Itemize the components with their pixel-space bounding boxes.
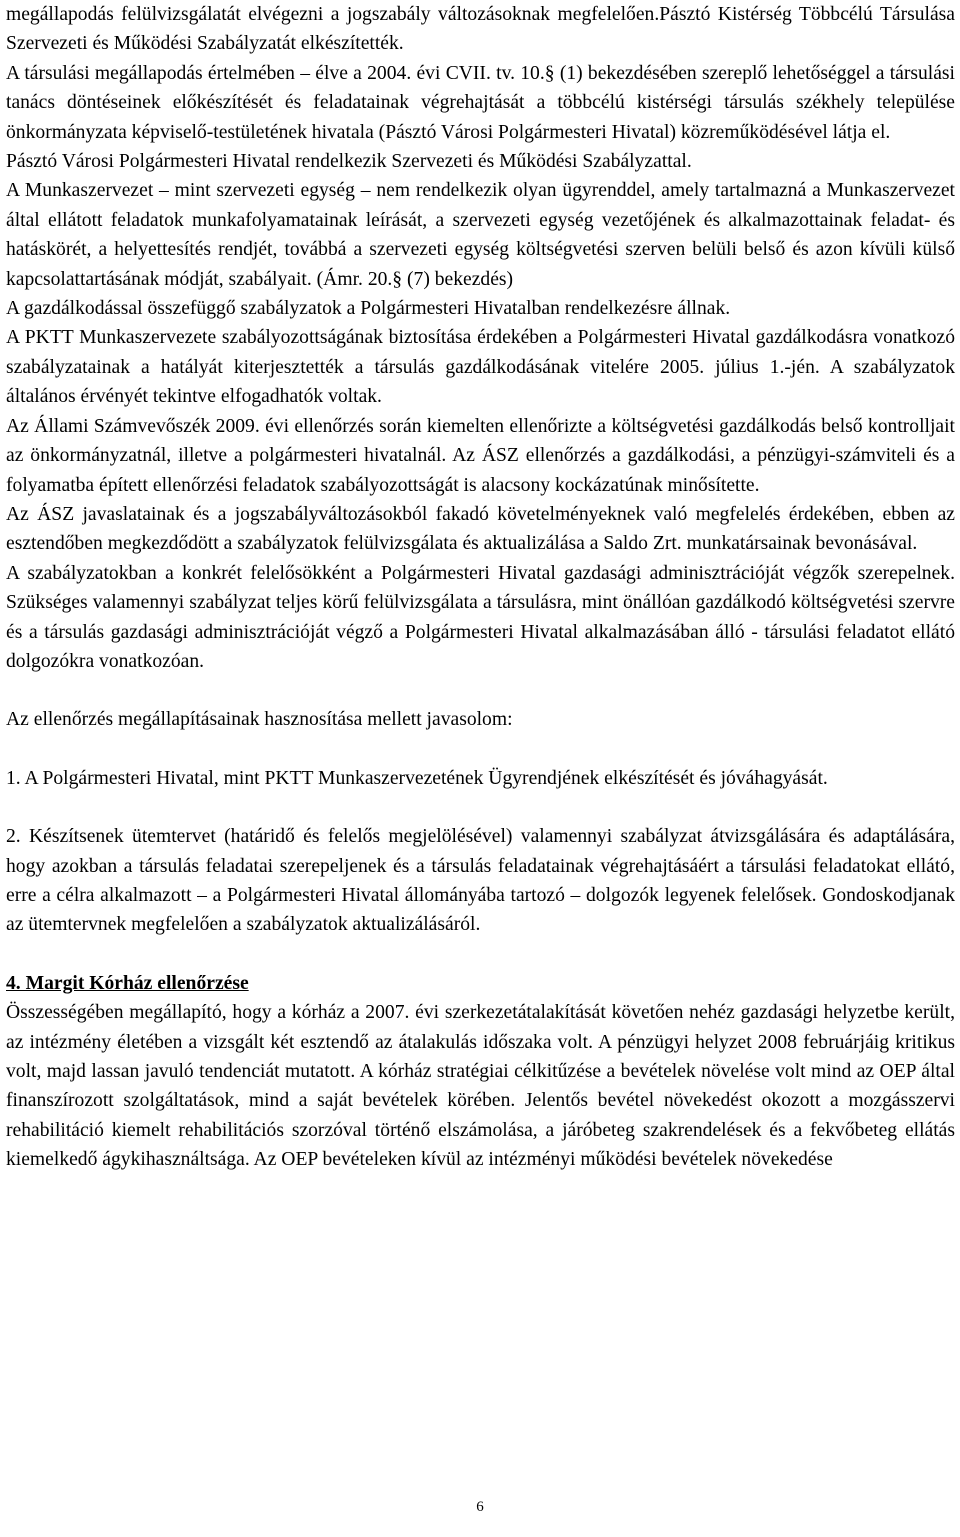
section-heading-margit-hospital: 4. Margit Kórház ellenőrzése xyxy=(6,972,249,994)
spacer xyxy=(6,940,955,969)
paragraph-asz-recommendations: Az ÁSZ javaslatainak és a jogszabályváltozásokból fakadó követelményeknek való megfelelés érdekében, ebben az esztendőben megkezdődött a szabályzatok felülvizsgálata és aktualizálása a Saldo Zrt. munkatársainak bevonásával. xyxy=(6,503,955,555)
spacer xyxy=(6,793,955,822)
paragraph-association-agreement: A társulási megállapodás értelmében – élve a 2004. évi CVII. tv. 10.§ (1) bekezdésében szereplő lehetőséggel a társulási tanács döntéseinek előkészítését és feladatainak végrehajtását a többcélú kistérségi társulás székhely települése önkormányzata képviselő-testületének hivatala (Pásztó Városi Polgármesteri Hivatal) közreműködésével látja el. xyxy=(6,62,955,143)
paragraph-management-rules: A gazdálkodással összefüggő szabályzatok a Polgármesteri Hivatalban rendelkezésre állnak. xyxy=(6,298,731,320)
paragraph-state-audit: Az Állami Számvevőszék 2009. évi ellenőrzés során kiemelten ellenőrizte a költségvetési gazdálkodás belső kontrolljait az önkormányzatnál, illetve a polgármesteri hivatalnál. Az ÁSZ ellenőrzés a gazdálkodási, a pénzügyi-számviteli és a folyamatba épített ellenőrzési feladatok szabályozottságát is alacsony kockázatúnak minősítette. xyxy=(6,415,955,496)
paragraph-mayoral-office-rules: Pásztó Városi Polgármesteri Hivatal rendelkezik Szervezeti és Működési Szabályzattal. xyxy=(6,151,692,173)
paragraph-work-organization: A Munkaszervezet – mint szervezeti egység – nem rendelkezik olyan ügyrenddel, amely tartalmazná a Munkaszervezet által ellátott feladatok munkafolyamatainak leírását, a szervezeti egység vezetőjének és alkalmazottainak feladat- és hatáskörét, a helyettesítés rendjét, továbbá a szervezeti egység költségvetési szerven belüli belső és azon kívüli külső kapcsolattartásának módját, szabályait. (Ámr. 20.§ (7) bekezdés) xyxy=(6,180,955,290)
recommendation-item-2: 2. Készítsenek ütemtervet (határidő és felelős megjelölésével) valamennyi szabályzat átvizsgálására és adaptálására, hogy azokban a társulás feladatai szerepeljenek és a társulás feladatainak végrehajtásáért a társulási feladatokat ellátó, erre a célra alkalmazott – a Polgármesteri Hivatal állományába tartozó – dolgozók legyenek felelősek. Gondoskodjanak az ütemtervnek megfelelően a szabályzatok aktualizálásáról. xyxy=(6,826,955,936)
paragraph-responsible-persons: A szabályzatokban a konkrét felelősökként a Polgármesteri Hivatal gazdasági adminisztrációját végzők szerepelnek. Szükséges valamennyi szabályzat teljes körű felülvizsgálata a társulásra, mint önállóan gazdálkodó költségvetési szervre és a társulás gazdasági adminisztrációját végző a Polgármesteri Hivatal alkalmazásában álló - társulási feladatot ellátó dolgozókra vonatkozóan. xyxy=(6,562,955,672)
paragraph-sms-revision: megállapodás felülvizsgálatát elvégezni a jogszabály változásoknak megfelelően.Pásztó Kistérség Többcélú Társulása Szervezeti és Működési Szabályzatát elkészítették. xyxy=(6,4,955,55)
spacer xyxy=(6,735,955,764)
paragraph-pktt-regulation: A PKTT Munkaszervezete szabályozottságának biztosítása érdekében a Polgármesteri Hivatal gazdálkodásra vonatkozó szabályzatainak a hatályát kiterjesztették a társulás gazdálkodásának vitelére 2005. július 1.-jén. A szabályzatok általános érvényét tekintve elfogadhatók voltak. xyxy=(6,327,955,408)
section-text-margit-hospital: Összességében megállapító, hogy a kórház a 2007. évi szerkezetátalakítását követően nehéz gazdasági helyzetbe került, az intézmény életében a vizsgált két esztendő az átalakulás időszaka volt. A pénzügyi helyzet 2008 februárjáig kritikus volt, majd lassan javuló tendenciát mutatott. A kórház stratégiai célkitűzése a bevételek növelése volt mind az OEP által finanszírozott szolgáltatások, mind a saját bevételek körében. Jelentős bevétel növekedést okozott a mozgásszervi rehabilitáció kiemelt rehabilitációs szorzóval történő elszámolása, a járóbeteg szakrendelések és a fekvőbeteg ellátás kiemelkedő ágykihasználtsága. Az OEP bevételeken kívül az intézményi működési bevételek növekedése xyxy=(6,1002,955,1171)
spacer xyxy=(6,676,955,705)
recommendation-intro: Az ellenőrzés megállapításainak hasznosítása mellett javasolom: xyxy=(6,709,513,731)
page-number: 6 xyxy=(476,1499,484,1515)
recommendation-item-1: 1. A Polgármesteri Hivatal, mint PKTT Munkaszervezetének Ügyrendjének elkészítését és jóváhagyását. xyxy=(6,767,828,789)
